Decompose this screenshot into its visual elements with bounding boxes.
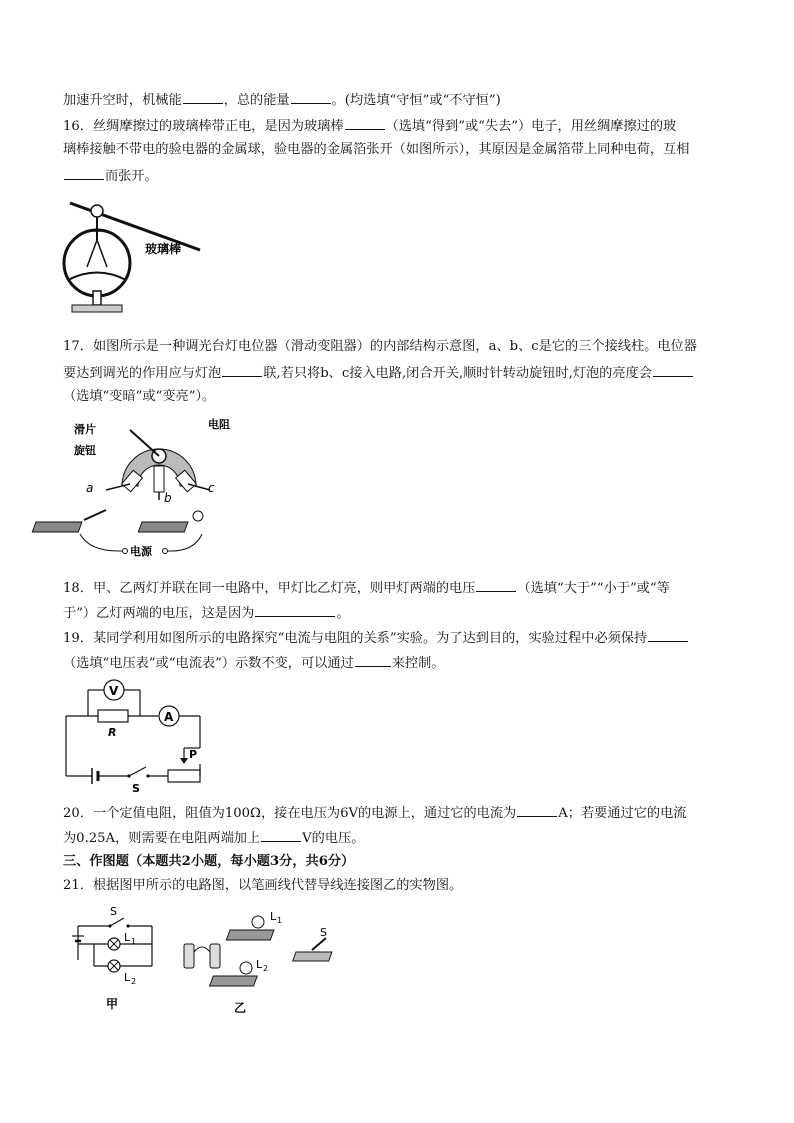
jia-S-label: S (110, 905, 117, 918)
q17-blank-1[interactable] (222, 362, 262, 377)
battery-2 (210, 944, 220, 968)
foil-left (87, 240, 97, 267)
terminal-a-label: a (86, 481, 94, 495)
q20-text-1b: A；若要通过它的电流 (558, 806, 687, 821)
q19-text-2b: 来控制。 (391, 656, 445, 671)
battery-1 (184, 944, 194, 968)
q15-text-3: 。(均选填“守恒”或“不守恒”) (331, 93, 501, 108)
q20-text-2b: V的电压。 (302, 831, 365, 846)
yi-caption: 乙 (234, 1001, 247, 1015)
potentiometer-figure (70, 412, 240, 562)
switch-S-symbol (110, 918, 124, 926)
q20-text-1a: 20．一个定值电阻，阻值为100Ω，接在电压为6V的电源上，通过它的电流为 (63, 806, 517, 821)
terminal-c-label: c (208, 481, 215, 495)
switch-S-blade (312, 938, 326, 950)
q15-blank-1[interactable] (183, 89, 223, 104)
q17-text-2b: 联,若只将b、c接入电路,闭合开关,顺时针转动旋钮时,灯泡的亮度会 (263, 366, 652, 381)
resistor-R (98, 710, 128, 722)
lamp-L1-base (226, 930, 274, 940)
q16-line-1 (63, 115, 676, 137)
q17-blank-2[interactable] (653, 362, 693, 377)
ammeter-label: A (164, 710, 174, 724)
lamp-base (138, 522, 188, 532)
q15-line (63, 89, 501, 111)
resistor-label: 电阻 (208, 418, 230, 431)
q17-text-3: （选填“变暗”或“变亮”）。 (63, 389, 216, 404)
q19-line-2 (63, 652, 444, 674)
q18-blank-1[interactable] (476, 577, 516, 592)
metal-ball (91, 205, 103, 217)
power-label: 电源 (130, 545, 152, 558)
q18-text-1a: 18．甲、乙两灯并联在同一电路中，甲灯比乙灯亮，则甲灯两端的电压 (63, 581, 476, 596)
knob-label: 旋钮 (74, 444, 96, 457)
foil-right (97, 240, 107, 267)
section-3-heading (63, 852, 354, 872)
q18-text-2a: 于”）乙灯两端的电压，这是因为 (63, 606, 255, 621)
lamp-L1-bulb (252, 916, 264, 928)
switch-blade (84, 510, 106, 520)
q18-text-1b: （选填“大于”“小于”或“等 (517, 581, 670, 596)
q20-blank-2[interactable] (261, 827, 301, 842)
voltmeter-label: V (109, 684, 119, 698)
yi-S-label: S (320, 926, 327, 939)
jia-L2-label: L (124, 971, 131, 984)
lamp-L2-bulb (240, 962, 252, 974)
lamp-L2-base (210, 976, 258, 986)
switch-S-base (293, 952, 332, 961)
q18-text-2b: 。 (336, 606, 350, 621)
q20-blank-1[interactable] (517, 802, 557, 817)
q20-line-1 (63, 802, 686, 824)
terminal-b-label: b (164, 491, 172, 505)
yi-L1-label: L (270, 910, 277, 923)
jia-L2-sub: 2 (131, 977, 137, 986)
q18-blank-2[interactable] (255, 602, 335, 617)
jia-caption: 甲 (106, 997, 119, 1011)
q15-blank-2[interactable] (291, 89, 331, 104)
physical-components-yi (180, 908, 355, 1018)
q16-text-2: 璃棒接触不带电的验电器的金属球，验电器的金属箔张开（如图所示），其原因是金属箔带上同种电荷，互相 (63, 142, 690, 157)
q16-text-3: 而张开。 (105, 169, 158, 184)
q16-text-1b: （选填“得到”或“失去”）电子，用丝绸摩擦过的玻 (385, 119, 677, 134)
q16-line-3 (63, 165, 158, 187)
q21-line-1 (63, 876, 462, 896)
switch-S (129, 767, 146, 776)
q16-line-2 (63, 140, 689, 160)
q17-line-3 (63, 387, 215, 407)
q19-blank-1[interactable] (648, 627, 688, 642)
q19-blank-2[interactable] (355, 652, 391, 667)
electroscope-figure (60, 195, 210, 320)
q20-text-2a: 为0.25A，则需要在电阻两端加上 (63, 831, 261, 846)
q19-text-2a: （选填“电压表”或“电流表”）示数不变，可以通过 (63, 656, 354, 671)
yi-L2-sub: 2 (263, 964, 269, 973)
resistor-R-label: R (108, 726, 117, 739)
glass-rod-label: 玻璃棒 (145, 242, 182, 256)
q16-blank-1[interactable] (345, 115, 385, 130)
q18-line-1 (63, 577, 670, 599)
yi-L1-sub: 1 (277, 916, 283, 925)
q18-line-2 (63, 602, 350, 624)
q17-text-2a: 要达到调光的作用应与灯泡 (63, 366, 222, 381)
rheostat (168, 770, 200, 782)
slider-label: 滑片 (74, 423, 96, 436)
q19-line-1 (63, 627, 689, 649)
switch-base (32, 522, 82, 532)
q20-line-2 (63, 827, 364, 849)
q16-blank-2[interactable] (64, 165, 104, 180)
q17-line-2 (63, 362, 694, 384)
q15-text-1: 加速升空时，机械能 (63, 93, 182, 108)
yi-L2-label: L (256, 958, 263, 971)
q17-text-1: 17．如图所示是一种调光台灯电位器（滑动变阻器）的内部结构示意图，a、b、c是它的三个接线柱。电位器 (63, 339, 697, 354)
q19-text-1a: 19．某同学利用如图所示的电路探究“电流与电阻的关系”实验。为了达到目的，实验过程中必须保持 (63, 631, 648, 646)
rheostat-P-label: P (189, 748, 198, 761)
jia-L1-sub: 1 (131, 937, 137, 946)
jia-L1-label: L (124, 931, 131, 944)
circuit-figure-q19 (62, 676, 212, 796)
circuit-diagram-jia (70, 904, 160, 1014)
q17-line-1 (63, 337, 697, 357)
q21-text-1: 21．根据图甲所示的电路图，以笔画线代替导线连接图乙的实物图。 (63, 878, 463, 893)
lamp-bulb (193, 511, 203, 521)
section-3-title: 三、作图题（本题共2小题，每小题3分，共6分） (63, 854, 355, 869)
switch-S-label: S (132, 782, 140, 795)
q16-text-1a: 16．丝绸摩擦过的玻璃棒带正电，是因为玻璃棒 (63, 119, 344, 134)
q15-text-2: ，总的能量 (223, 93, 290, 108)
